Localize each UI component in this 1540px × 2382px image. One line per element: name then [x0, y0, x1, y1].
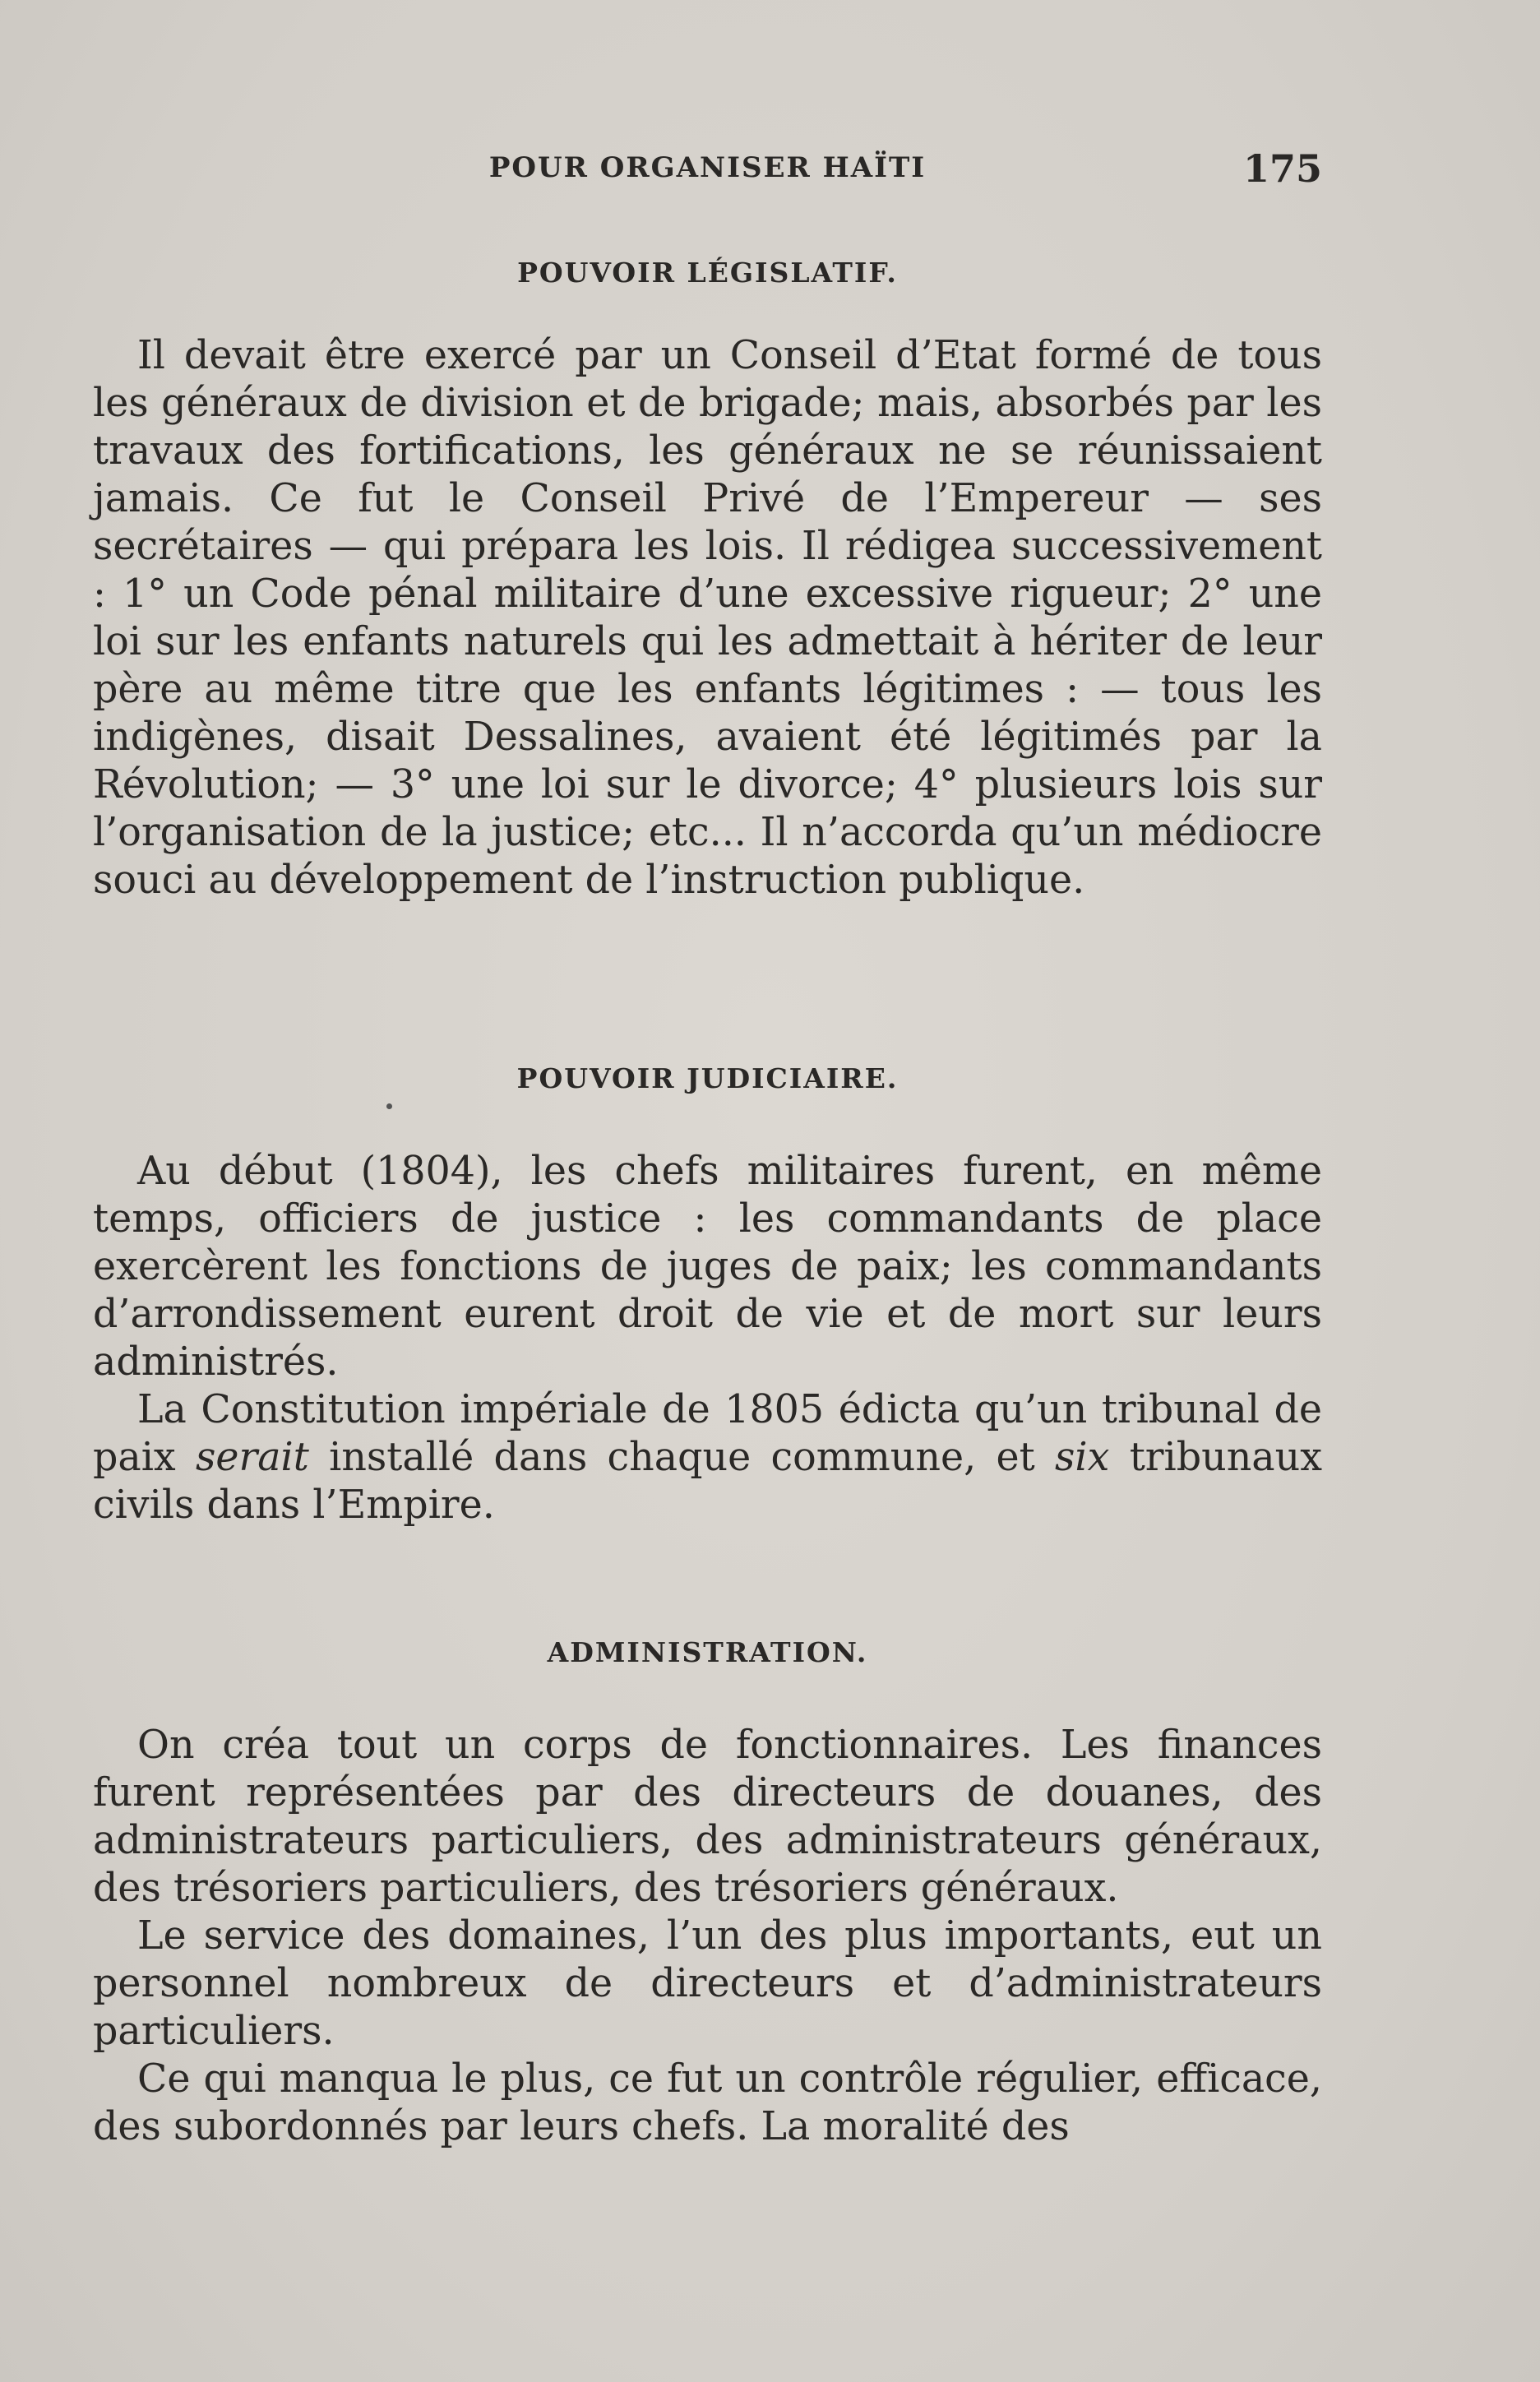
text-run: La Constitution impériale de 1805 édicta qu’un tribunal de paix	[93, 1387, 1322, 1480]
page-number: 175	[1242, 146, 1322, 191]
paragraph	[93, 1386, 1322, 1529]
paragraph: Le service des domaines, l’un des plus importants, eut un personnel nombreux de directeurs et d’administrateurs particuliers.	[93, 1913, 1322, 2054]
text-run: tribunaux civils dans l’Empire.	[93, 1435, 1322, 1528]
paragraph: Il devait être exercé par un Conseil d’Etat formé de tous les généraux de division et de brigade; mais, absorbés par les travaux des fortifications, les généraux ne se réunissaient jamais. Ce fut le Conseil Privé de l’Empereur — ses secrétaires — qui prépara les lois. Il rédigea successivement : 1° un Code pénal militaire d’une excessive rigueur; 2° une loi sur les enfants naturels qui les admettait à hériter de leur père au même titre que les enfants légitimes : — tous les indigènes, disait Dessalines, avaient été légitimés par la Révolution; — 3° une loi sur le divorce; 4° plusieurs lois sur l’organisation de la justice; etc... Il n’accorda qu’un médiocre souci au développement de l’instruction publique.	[93, 333, 1322, 903]
section-body-administration	[93, 1722, 1322, 2151]
section-heading-administration: ADMINISTRATION.	[547, 1636, 868, 1668]
running-title: POUR ORGANISER HAÏTI	[488, 151, 927, 184]
section-body-legislatif	[93, 332, 1322, 904]
paragraph: Ce qui manqua le plus, ce fut un contrôle régulier, efficace, des subordonnés par leurs chefs. La moralité des	[93, 2056, 1322, 2149]
section-heading-judiciaire: POUVOIR JUDICIAIRE.	[516, 1062, 899, 1094]
italic-text: serait	[196, 1435, 309, 1480]
paragraph: Au début (1804), les chefs militaires furent, en même temps, officiers de justice : les commandants de place exercèrent les fonctions de juges de paix; les commandants d’arrondissement eurent droit de vie et de mort sur leurs administrés.	[93, 1149, 1322, 1385]
stray-mark	[386, 1103, 392, 1109]
page-header	[93, 146, 1322, 196]
section-heading-legislatif: POUVOIR LÉGISLATIF.	[517, 257, 898, 289]
section-body-judiciaire	[93, 1148, 1322, 1529]
paragraph: On créa tout un corps de fonctionnaires. Les finances furent représentées par des directeurs de douanes, des administrateurs particuliers, des administrateurs généraux, des trésoriers particuliers, des trésoriers généraux.	[93, 1723, 1322, 1911]
text-run: installé dans chaque commune, et	[308, 1435, 1056, 1480]
italic-text: six	[1055, 1435, 1110, 1480]
